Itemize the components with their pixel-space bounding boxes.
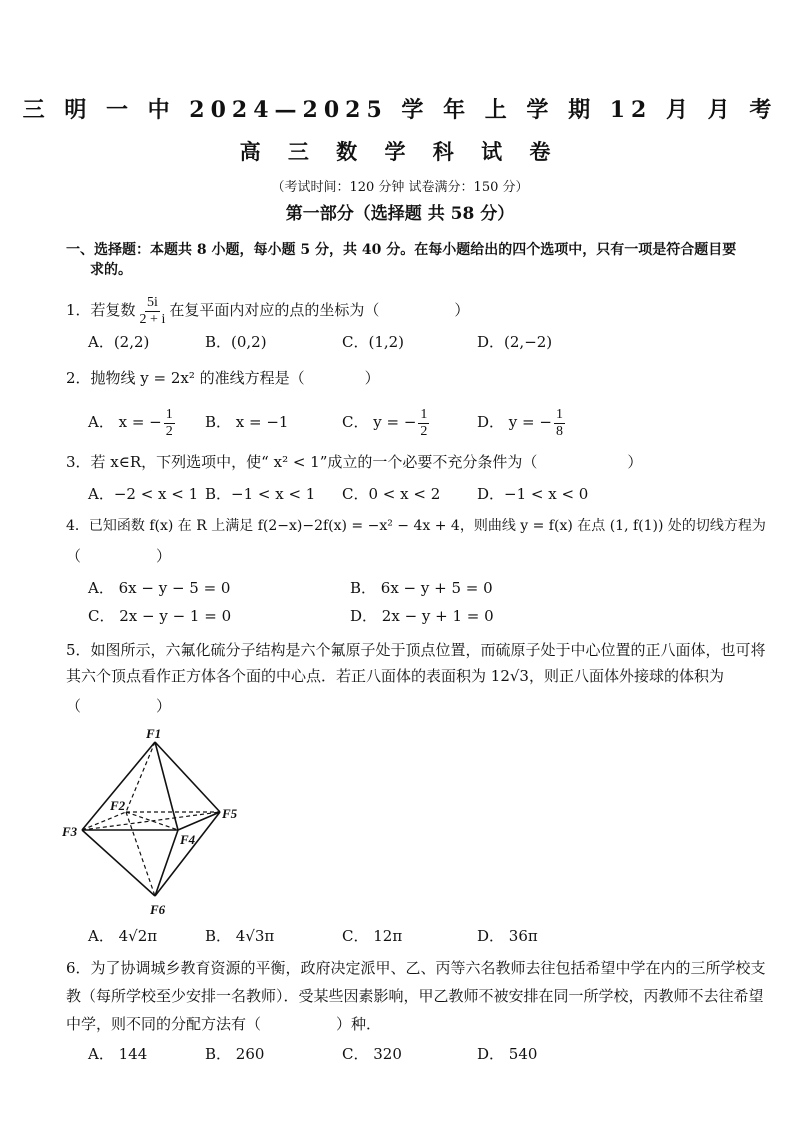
question-5-blank: （ ） — [66, 697, 172, 715]
section-instruction-line2: 求的。 — [90, 262, 132, 278]
octahedron-hidden-edges — [82, 742, 220, 896]
q3-option-b: B．−1 < x < 1 — [205, 485, 316, 503]
question-2-stem: 2．抛物线 y = 2x² 的准线方程是（ ） — [66, 369, 380, 387]
q2-option-c-text: C． y = − — [342, 413, 417, 431]
q5-option-b: B． 4√3π — [205, 927, 275, 945]
octahedron-edges — [82, 742, 220, 896]
label-f1: F1 — [146, 726, 162, 741]
exam-subtitle: 高 三 数 学 科 试 卷 — [239, 139, 561, 164]
q2-a-den: 2 — [165, 423, 173, 439]
question-6-line2: 教（每所学校至少安排一名教师）．受某些因素影响，甲乙教师不被安排在同一所学校，丙教师不去往希望 — [66, 987, 764, 1005]
label-f5: F5 — [222, 806, 238, 821]
label-f3: F3 — [62, 824, 78, 839]
question-1-stem — [66, 290, 469, 330]
q4-option-c: C． 2x − y − 1 = 0 — [88, 607, 232, 625]
exam-title: 三 明 一 中 2024—2025 学 年 上 学 期 12 月 月 考 — [22, 97, 778, 123]
q2-c-num: 1 — [420, 406, 428, 422]
q3-option-c: C．0 < x < 2 — [342, 485, 441, 503]
octahedron-figure — [60, 724, 250, 920]
q2-d-den: 8 — [555, 423, 563, 439]
q1-frac-den: 2 + i — [139, 311, 166, 327]
q2-d-num: 1 — [555, 406, 563, 422]
section-instruction-line1: 一、选择题：本题共 8 小题，每小题 5 分，共 40 分。在每小题给出的四个选项中，只有一项是符合题目要 — [66, 242, 737, 258]
question-4-blank: （ ） — [66, 547, 172, 565]
question-5-line2: 其六个顶点看作正方体各个面的中心点．若正八面体的表面积为 12√3，则正八面体外接球的体积为 — [66, 667, 724, 685]
question-6-line1: 6．为了协调城乡教育资源的平衡，政府决定派甲、乙、丙等六名教师去往包括希望中学在内的三所学校支 — [66, 959, 766, 977]
q2-option-d-fraction — [554, 407, 565, 440]
q4-option-b: B． 6x − y + 5 = 0 — [350, 579, 493, 597]
edge-f3-f6 — [82, 830, 155, 896]
q4-option-d: D． 2x − y + 1 = 0 — [350, 607, 494, 625]
question-3-stem: 3．若 x∈R，下列选项中，使“ x² < 1”成立的一个必要不充分条件为（ ） — [66, 453, 643, 471]
q6-option-a: A． 144 — [88, 1045, 148, 1063]
label-f2: F2 — [110, 798, 126, 813]
q6-option-c: C． 320 — [342, 1045, 402, 1063]
q5-option-c: C． 12π — [342, 927, 403, 945]
q6-option-d: D． 540 — [477, 1045, 538, 1063]
q2-c-den: 2 — [420, 423, 428, 439]
label-f6: F6 — [150, 902, 166, 917]
q1-option-d: D．(2,−2) — [477, 333, 553, 351]
q1-option-c: C．(1,2) — [342, 333, 405, 351]
edge-f1-f3 — [82, 742, 155, 830]
question-4-stem: 4．已知函数 f(x) 在 R 上满足 f(2−x)−2f(x) = −x² − 4x + 4，则曲线 y = f(x) 在点 (1, f(1)) 处的切线方程为 — [66, 518, 766, 534]
q1-fraction — [138, 295, 168, 328]
q4-option-a: A． 6x − y − 5 = 0 — [88, 579, 231, 597]
vertex-labels — [61, 726, 238, 917]
q3-option-d: D．−1 < x < 0 — [477, 485, 589, 503]
q2-option-a-fraction — [164, 407, 175, 440]
q5-option-d: D． 36π — [477, 927, 538, 945]
q6-option-b: B． 260 — [205, 1045, 265, 1063]
q2-option-c-fraction — [418, 407, 429, 440]
q1-option-a: A．(2,2) — [88, 333, 150, 351]
q2-option-c — [342, 402, 431, 442]
q1-option-b: B．(0,2) — [205, 333, 267, 351]
q1-frac-num: 5i — [147, 294, 158, 310]
q2-option-a — [88, 402, 177, 442]
edge-f5-f6 — [155, 812, 220, 896]
edge-f4-f6 — [155, 830, 178, 896]
q5-option-a: A． 4√2π — [88, 927, 158, 945]
q2-option-d-text: D． y = − — [477, 413, 552, 431]
edge-f1-f2 — [126, 742, 155, 812]
q2-option-b: B． x = −1 — [205, 413, 289, 431]
q1-prefix: 1．若复数 — [66, 301, 136, 319]
q2-option-a-text: A． x = − — [88, 413, 162, 431]
q3-option-a: A．−2 < x < 1 — [88, 485, 199, 503]
question-6-line3: 中学，则不同的分配方法有（ ）种． — [66, 1015, 382, 1033]
label-f4: F4 — [180, 832, 196, 847]
question-5-line1: 5．如图所示，六氟化硫分子结构是六个氟原子处于顶点位置，而硫原子处于中心位置的正八面体，也可将 — [66, 641, 766, 659]
exam-info: （考试时间：120 分钟 试卷满分：150 分） — [271, 180, 529, 195]
q1-suffix: 在复平面内对应的点的坐标为（ ） — [169, 301, 470, 319]
q2-a-num: 1 — [165, 406, 173, 422]
part-title: 第一部分（选择题 共 58 分） — [285, 204, 515, 224]
q2-option-d — [477, 402, 567, 442]
